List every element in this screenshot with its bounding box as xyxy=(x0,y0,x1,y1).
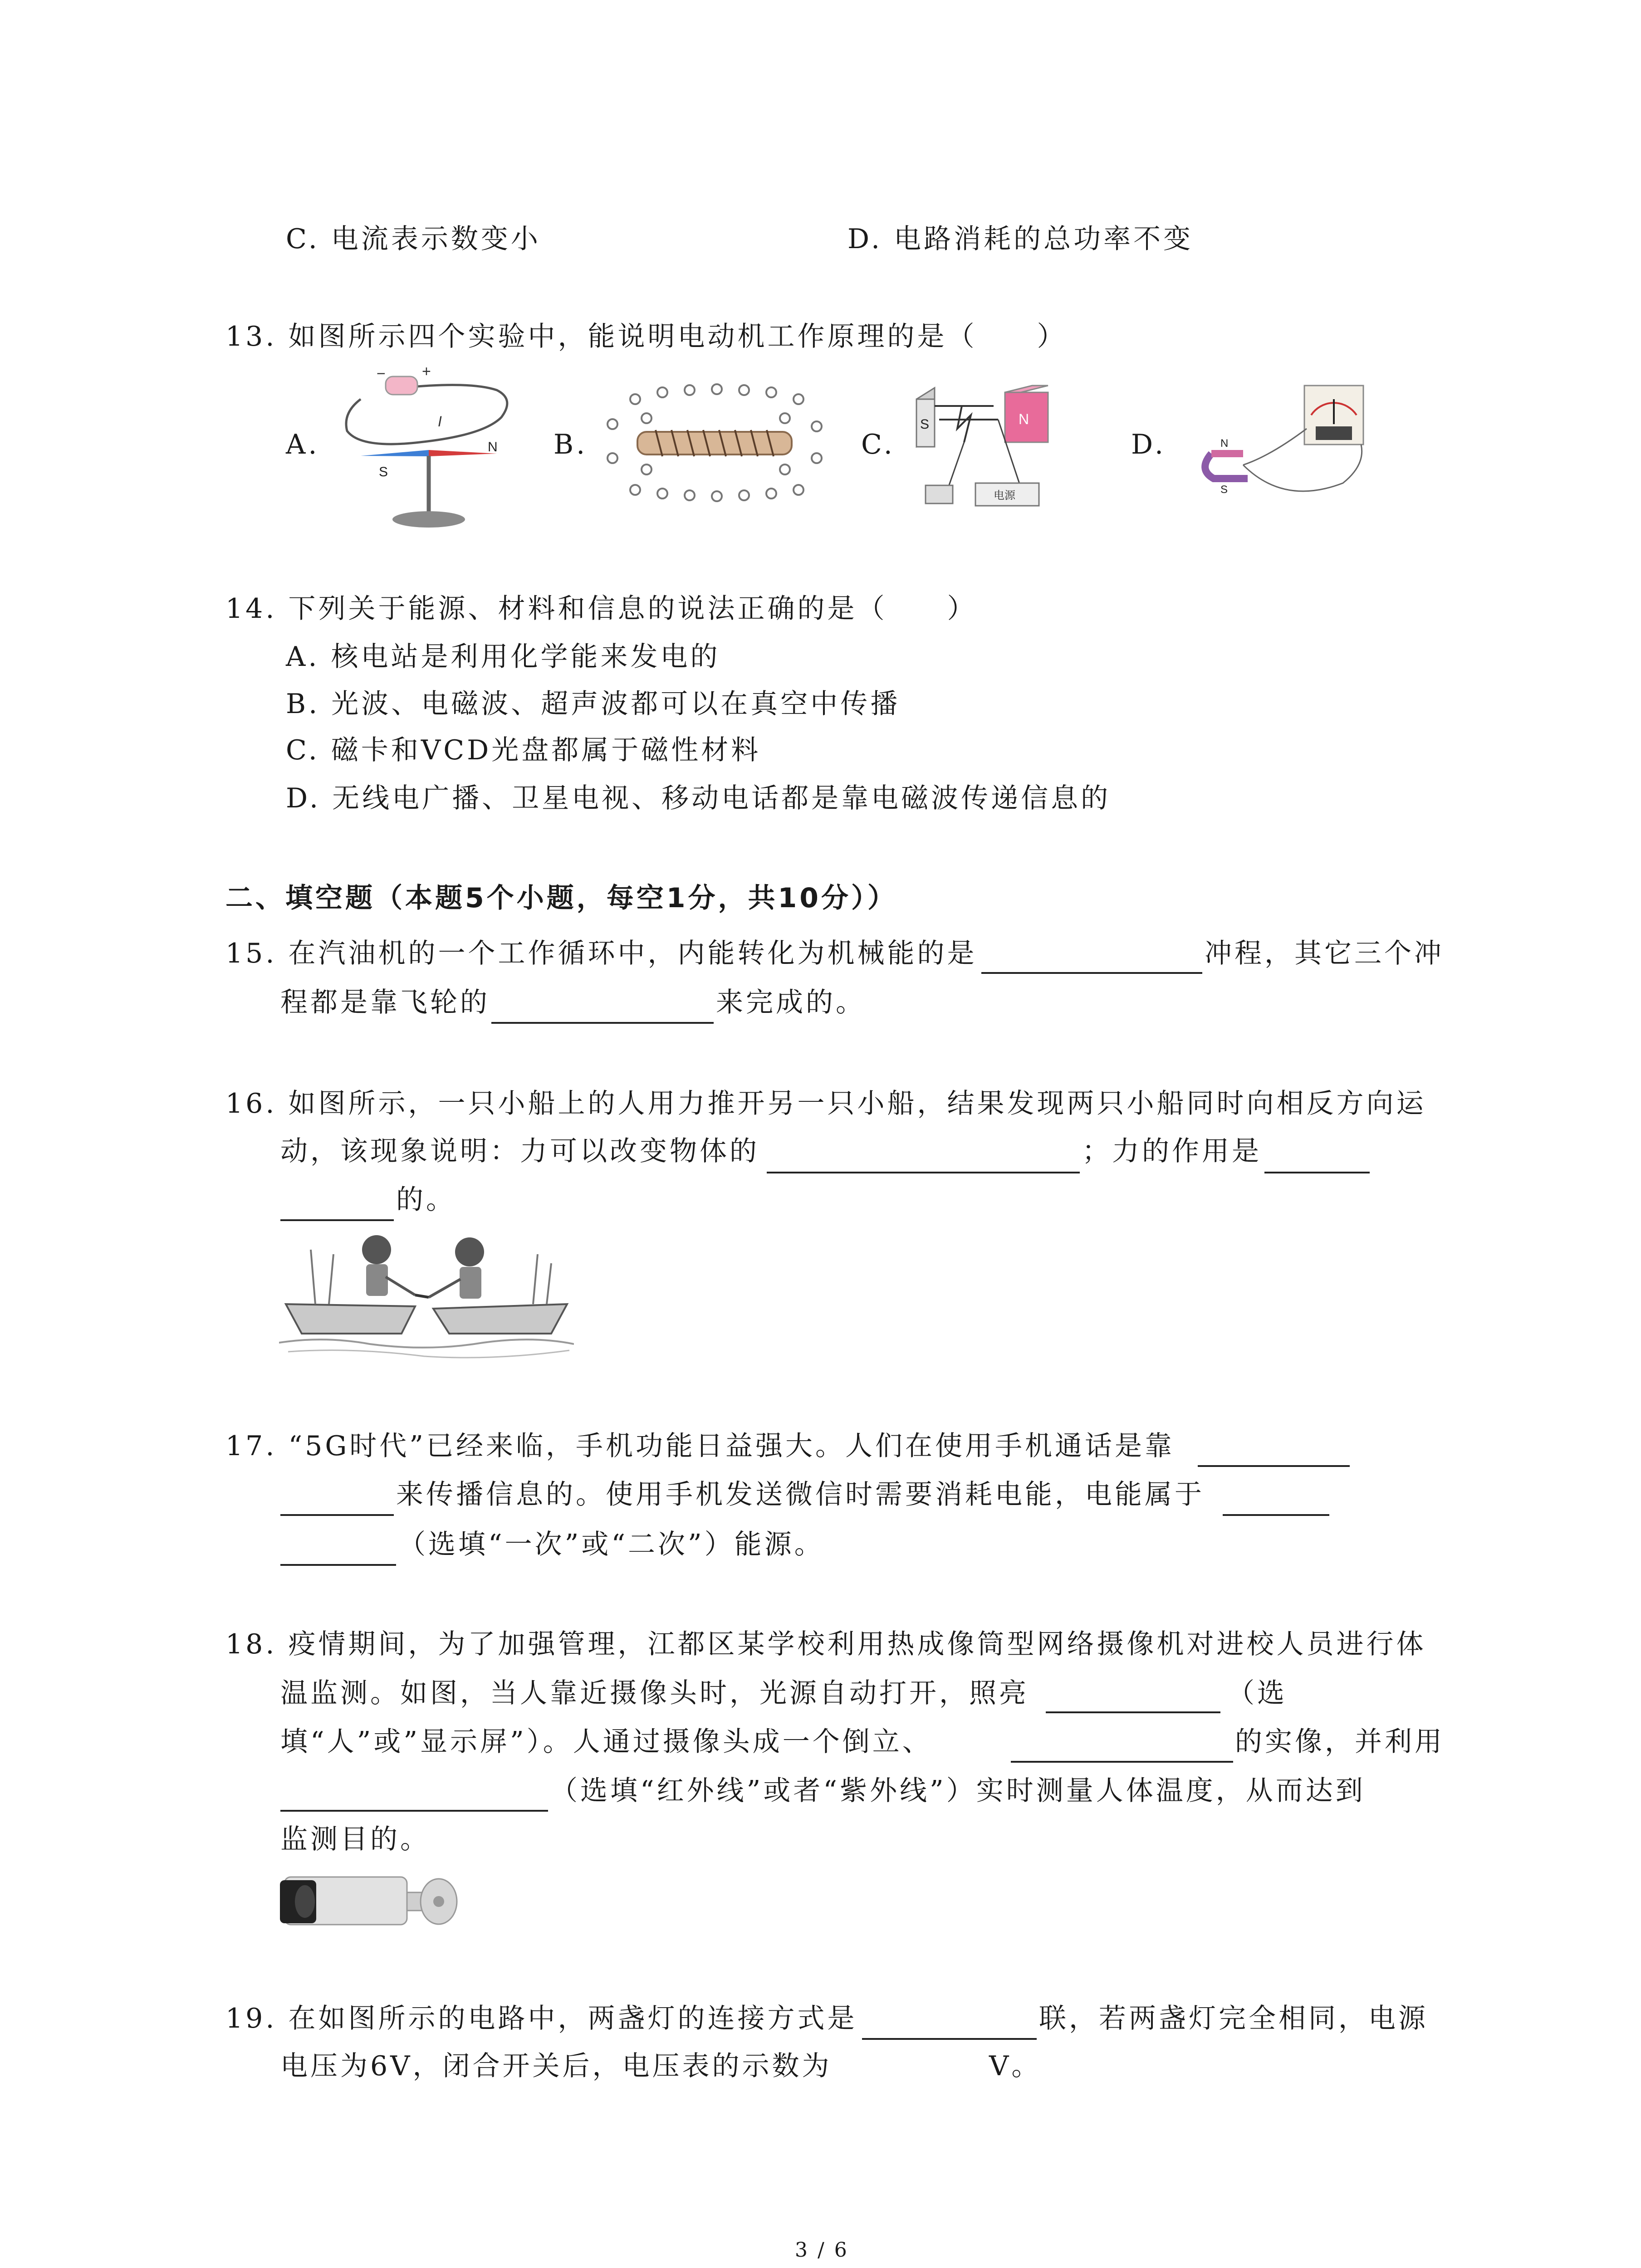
q18-line4: （选填“红外线”或者“紫外线”）实时测量人体温度，从而达到 xyxy=(550,1775,1366,1807)
q18-line1: 18. 疫情期间，为了加强管理，江都区某学校利用热成像筒型网络摄像机对进校人员进行体 xyxy=(225,1628,1426,1660)
q14-option-d: D. 无线电广播、卫星电视、移动电话都是靠电磁波传递信息的 xyxy=(286,782,1111,814)
q16-blank-1[interactable] xyxy=(767,1172,1080,1173)
q13-figure-d-induction xyxy=(1171,374,1379,524)
q17-line1: 17. “5G时代”已经来临，手机功能日益强大。人们在使用手机通话是靠 xyxy=(225,1430,1175,1462)
q17-blank-2b[interactable] xyxy=(280,1564,396,1566)
q19-line2-b: V。 xyxy=(989,2050,1042,2082)
q18-line3-b: 的实像，并利用 xyxy=(1235,1726,1445,1758)
fig-a-current: I xyxy=(438,413,442,430)
fig-a-minus: − xyxy=(377,365,386,382)
q18-figure-camera xyxy=(278,1864,459,1937)
q13-option-d-label: D. xyxy=(1131,429,1166,460)
q17-line2: 来传播信息的。使用手机发送微信时需要消耗电能，电能属于 xyxy=(396,1479,1205,1510)
q17-line3: （选填“一次”或“二次”）能源。 xyxy=(398,1529,824,1560)
q16-figure-boats xyxy=(279,1227,574,1363)
q13-figure-b-solenoid xyxy=(603,381,830,503)
q14-option-b: B. 光波、电磁波、超声波都可以在真空中传播 xyxy=(286,688,901,720)
fig-a-n: N xyxy=(488,440,498,455)
q19-line2-a: 电压为6V，闭合开关后，电压表的示数为 xyxy=(280,2050,832,2082)
fig-d-s: S xyxy=(1220,484,1228,496)
q17-blank-1a[interactable] xyxy=(1198,1465,1350,1467)
q18-blank-3[interactable] xyxy=(280,1810,548,1812)
q12-option-c: C. 电流表示数变小 xyxy=(286,223,541,255)
q16-line1: 16. 如图所示，一只小船上的人用力推开另一只小船，结果发现两只小船同时向相反方向运 xyxy=(225,1088,1426,1119)
q15-line2-a: 程都是靠飞轮的 xyxy=(280,987,490,1018)
q18-line2-a: 温监测。如图，当人靠近摄像头时，光源自动打开，照亮 xyxy=(280,1677,1029,1709)
fig-a-plus: + xyxy=(422,363,431,380)
q13-option-c-label: C. xyxy=(861,429,895,460)
q16-blank-2b[interactable] xyxy=(280,1219,394,1221)
q19-blank-1[interactable] xyxy=(862,2038,1037,2040)
q18-blank-2[interactable] xyxy=(1011,1761,1233,1763)
q13-stem: 13. 如图所示四个实验中，能说明电动机工作原理的是（ ） xyxy=(225,321,1067,352)
q14-stem: 14. 下列关于能源、材料和信息的说法正确的是（ ） xyxy=(225,593,977,625)
q13-option-a-label: A. xyxy=(286,429,320,460)
q13-figure-a-oersted xyxy=(333,363,524,538)
q17-blank-2a[interactable] xyxy=(1223,1514,1329,1516)
q19-line1-b: 联，若两盏灯完全相同，电源 xyxy=(1039,2003,1428,2034)
q13-figure-c-motor xyxy=(907,379,1066,524)
q15-blank-1[interactable] xyxy=(981,972,1202,974)
q18-line2-b: （选 xyxy=(1227,1677,1287,1709)
q19-line1-a: 19. 在如图所示的电路中，两盏灯的连接方式是 xyxy=(225,2003,857,2034)
fig-c-n: N xyxy=(1019,411,1029,427)
q15-blank-2[interactable] xyxy=(491,1022,714,1024)
q13-option-b-label: B. xyxy=(554,429,588,460)
q16-blank-2a[interactable] xyxy=(1264,1172,1370,1173)
q14-option-c: C. 磁卡和VCD光盘都属于磁性材料 xyxy=(286,734,761,766)
q16-line2-a: 动，该现象说明：力可以改变物体的 xyxy=(280,1135,759,1167)
q17-blank-1b[interactable] xyxy=(280,1514,394,1516)
fig-d-n: N xyxy=(1220,437,1229,450)
q15-line1-b: 冲程，其它三个冲 xyxy=(1205,938,1444,969)
section-2-title: 二、填空题（本题5个小题，每空1分，共10分）） xyxy=(225,882,897,914)
q15-line1-a: 15. 在汽油机的一个工作循环中，内能转化为机械能的是 xyxy=(225,938,977,969)
fig-c-s: S xyxy=(920,417,930,432)
q15-line2-b: 来完成的。 xyxy=(716,987,866,1018)
page-number: 3 / 6 xyxy=(795,2239,849,2262)
fig-a-s: S xyxy=(379,464,388,479)
q16-line3: 的。 xyxy=(396,1184,456,1216)
q16-line2-b: ；力的作用是 xyxy=(1082,1135,1262,1167)
fig-c-power: 电源 xyxy=(994,489,1015,502)
q18-line5: 监测目的。 xyxy=(280,1823,430,1855)
q14-option-a: A. 核电站是利用化学能来发电的 xyxy=(286,641,720,673)
q12-option-d: D. 电路消耗的总功率不变 xyxy=(847,223,1194,255)
q18-line3-a: 填“人”或”显示屏”）。人通过摄像头成一个倒立、 xyxy=(280,1726,932,1758)
q18-blank-1[interactable] xyxy=(1046,1711,1220,1713)
